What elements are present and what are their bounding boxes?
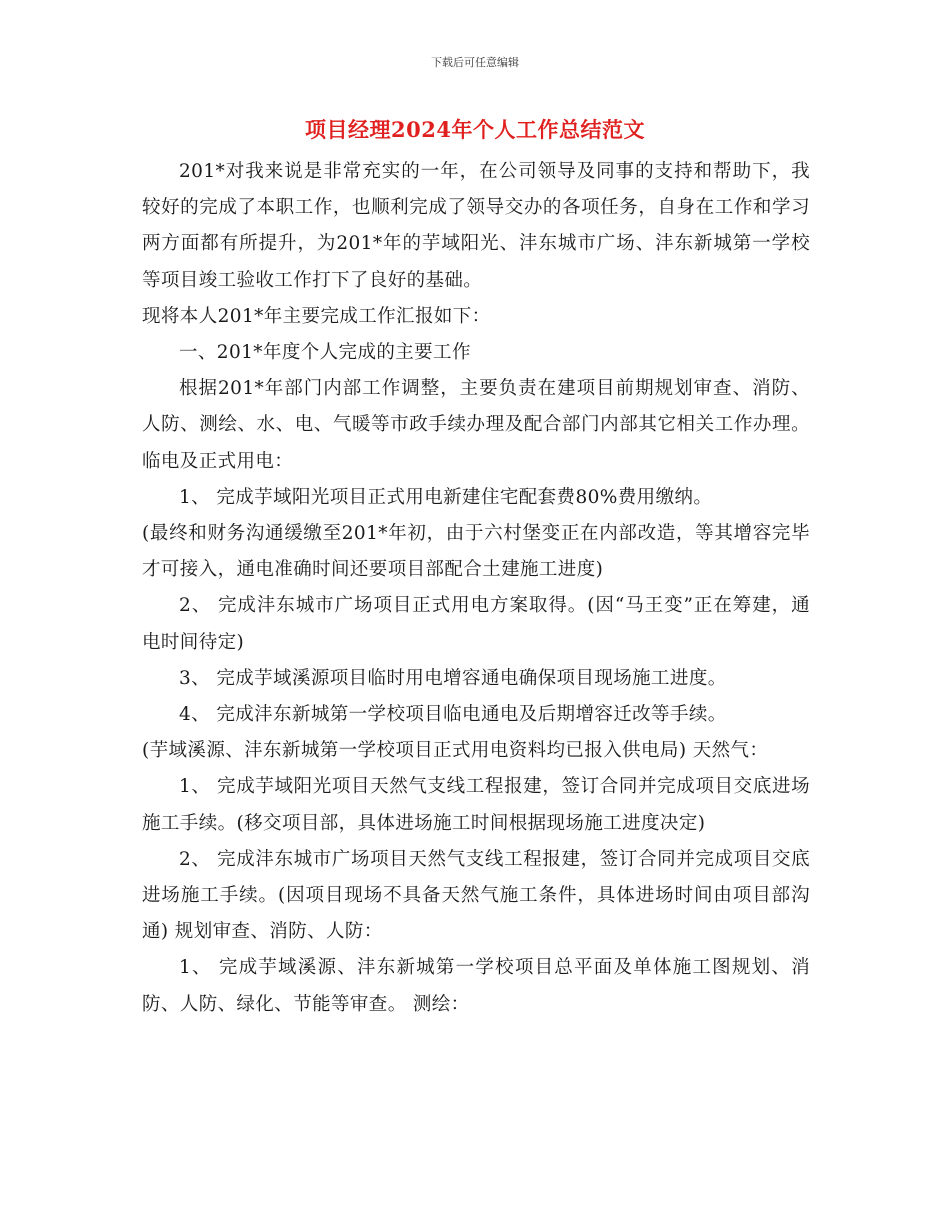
list-item-power-2: 2、 完成沣东城市广场项目正式用电方案取得。(因“马王变”正在筹建，通电时间待定) xyxy=(142,595,810,653)
list-item-power-1: 1、 完成芋域阳光项目正式用电新建住宅配套费80%费用缴纳。 xyxy=(179,486,713,508)
document-title: 项目经理2024年个人工作总结范文 xyxy=(305,117,645,142)
paragraph-work-scope: 根据201*年部门内部工作调整，主要负责在建项目前期规划审查、消防、人防、测绘、水、电、气暖等市政手续办理及配合部门内部其它相关工作办理。 临电及正式用电： xyxy=(142,378,810,472)
document-body xyxy=(142,154,810,1023)
list-item-power-4: 4、 完成沣东新城第一学校项目临电通电及后期增容迁改等手续。 xyxy=(179,704,727,726)
section-heading: 一、201*年度个人完成的主要工作 xyxy=(179,342,471,364)
list-item-planning-1: 1、 完成芋域溪源、沣东新城第一学校项目总平面及单体施工图规划、消防、人防、绿化、节能等审查。 测绘： xyxy=(142,957,810,1015)
list-item-gas-2: 2、 完成沣东城市广场项目天然气支线工程报建，签订合同并完成项目交底进场施工手续。(因项目现场不具备天然气施工条件，具体进场时间由项目部沟通) 规划审查、消防、人防： xyxy=(142,848,810,943)
header-note: 下载后可任意编辑 xyxy=(431,56,519,69)
paragraph-report-lead: 现将本人201*年主要完成工作汇报如下： xyxy=(142,305,491,327)
paragraph-intro: 201*对我来说是非常充实的一年，在公司领导及同事的支持和帮助下，我较好的完成了本职工作，也顺利完成了领导交办的各项任务，自身在工作和学习两方面都有所提升，为201*年的芋域阳光、沣东城市广场、沣东新城第一学校等项目竣工验收工作打下了良好的基础。 xyxy=(142,161,810,291)
list-item-gas-1: 1、 完成芋域阳光项目天然气支线工程报建，签订合同并完成项目交底进场施工手续。(移交项目部，具体进场施工时间根据现场施工进度决定) xyxy=(142,776,810,834)
paragraph-power-1-note: (最终和财务沟通缓缴至201*年初，由于六村堡变正在内部改造，等其增容完毕才可接入，通电准确时间还要项目部配合土建施工进度) xyxy=(142,523,810,581)
paragraph-power-note: (芋域溪源、沣东新城第一学校项目正式用电资料均已报入供电局) 天然气： xyxy=(142,740,769,762)
list-item-power-3: 3、 完成芋域溪源项目临时用电增容通电确保项目现场施工进度。 xyxy=(179,667,727,689)
